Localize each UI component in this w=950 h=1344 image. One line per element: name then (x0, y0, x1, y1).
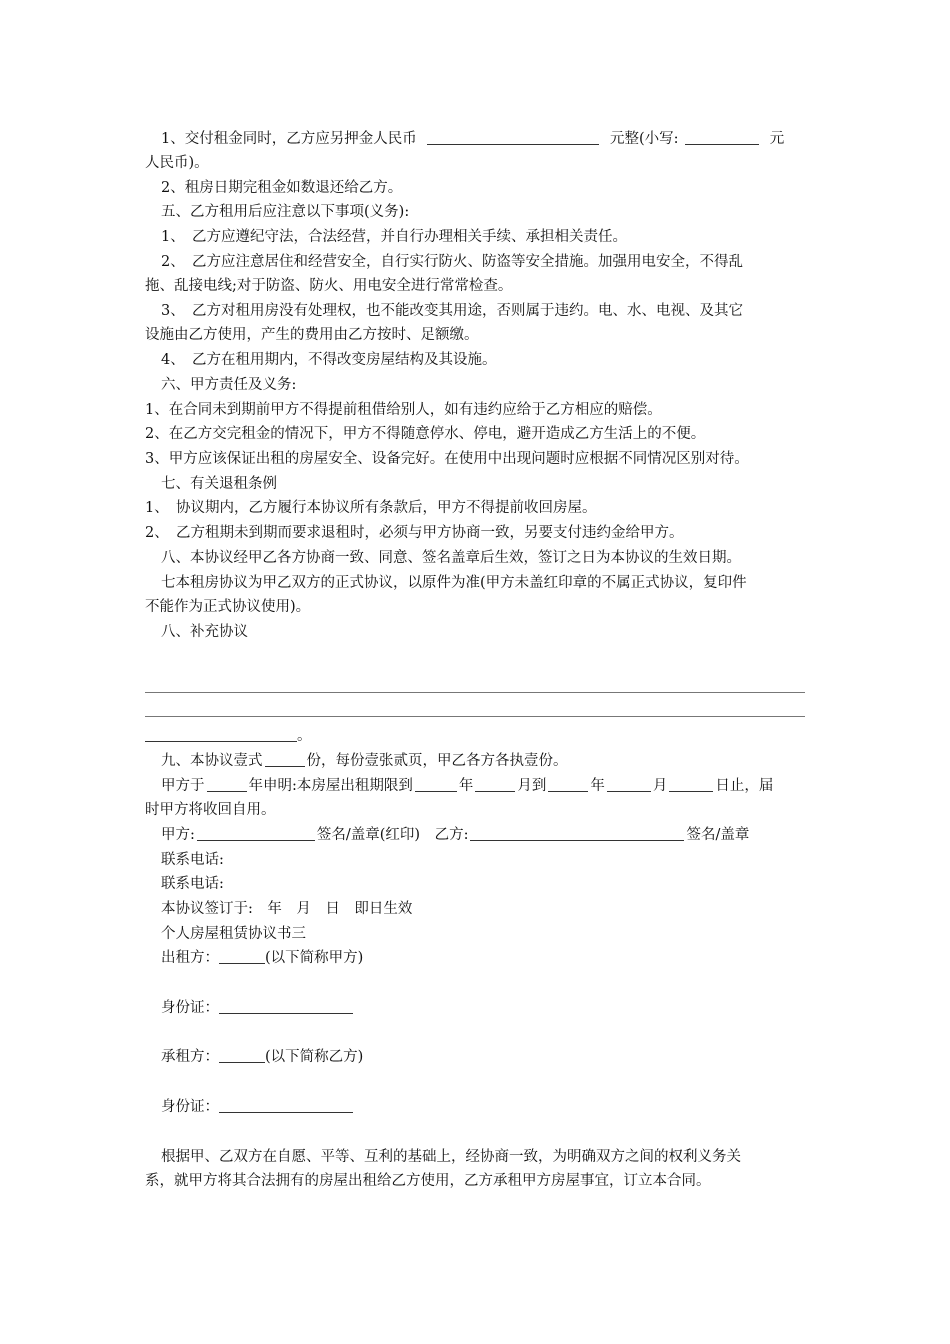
copies-text-b: 份，每份壹张贰页，甲乙各方各执壹份。 (306, 753, 568, 769)
deposit-text: 1、交付租金同时，乙方应另押金人民币 (161, 131, 417, 147)
lessor-duty-3: 3、甲方应该保证出租的房屋安全、设备完好。在使用中出现问题时应根据不同情况区别对待。 (145, 451, 749, 467)
party-b-signature-blank (470, 825, 684, 841)
obligation-2: 2、 乙方应注意居住和经营安全，自行实行防火、防盗等安全措施。加强用电安全，不得乱 (161, 254, 743, 270)
phone-label-2: 联系电话: (161, 876, 224, 892)
lessee-line (161, 1045, 826, 1070)
obligation-3: 3、 乙方对租用房没有处理权，也不能改变其用途，否则属于违约。电、水、电视、及其它 (161, 303, 743, 319)
lessor-id-line (161, 996, 826, 1021)
section-5-heading: 五、乙方租用后应注意以下事项(义务): (161, 204, 410, 220)
supplement-heading: 八、补充协议 (161, 624, 248, 640)
supplement-end-mark: 。 (297, 728, 312, 744)
lessee-id-blank (219, 1097, 353, 1113)
lessor-blank (219, 948, 265, 964)
deposit-unit: 元 (769, 131, 785, 147)
party-a-seal-label: 签名/盖章(红印) 乙方: (316, 827, 469, 843)
contract-3-title: 个人房屋租赁协议书三 (161, 926, 306, 942)
term-blank-4 (548, 776, 588, 792)
copies-blank (265, 751, 305, 767)
lessor-abbrev: (以下简称甲方) (265, 950, 364, 966)
preamble: 根据甲、乙双方在自愿、平等、互利的基础上，经协商一致，为明确双方之间的权利义务关 (161, 1149, 741, 1165)
section-6-heading: 六、甲方责任及义务: (161, 377, 297, 393)
phone-label-1: 联系电话: (161, 852, 224, 868)
supplement-short-blank (145, 726, 297, 742)
term-text-c: 年 (458, 778, 474, 794)
preamble-cont: 系，就甲方将其合法拥有的房屋出租给乙方使用，乙方承租甲方房屋事宜，订立本合同。 (145, 1173, 711, 1189)
party-a-label: 甲方: (161, 827, 195, 843)
term-blank-6 (669, 776, 713, 792)
term-text-a: 甲方于 (161, 778, 205, 794)
signing-date-line: 本协议签订于: 年 月 日 即日生效 (161, 901, 413, 917)
term-blank-1 (207, 776, 247, 792)
deposit-clause (161, 127, 826, 152)
lessee-id-line (161, 1095, 826, 1120)
lessor-duty-2: 2、在乙方交完租金的情况下，甲方不得随意停水、停电，避开造成乙方生活上的不便。 (145, 426, 706, 442)
copies-clause (161, 749, 826, 774)
term-statement (161, 774, 801, 799)
term-text-b: 年申明:本房屋出租期限到 (248, 778, 413, 794)
obligation-2-cont: 拖、乱接电线;对于防盗、防火、用电安全进行常常检查。 (145, 278, 513, 294)
term-blank-5 (607, 776, 651, 792)
term-blank-3 (475, 776, 515, 792)
obligation-1: 1、 乙方应遵纪守法，合法经营，并自行办理相关手续、承担相关责任。 (161, 229, 627, 245)
term-blank-2 (415, 776, 457, 792)
lessee-abbrev: (以下简称乙方) (265, 1049, 364, 1065)
term-text-f: 月 (652, 778, 668, 794)
termination-1: 1、 协议期内，乙方履行本协议所有条款后，甲方不得提前收回房屋。 (145, 500, 597, 516)
term-statement-cont: 时甲方将收回自用。 (145, 802, 276, 818)
deposit-small-text: 元整(小写: (609, 131, 679, 147)
supplement-blank-line-2 (145, 716, 805, 717)
copies-text-a: 九、本协议壹式 (161, 753, 263, 769)
term-text-g: 日止，届 (715, 778, 774, 794)
deposit-amount-blank (427, 129, 599, 145)
term-text-d: 月到 (517, 778, 547, 794)
formal-agreement-cont: 不能作为正式协议使用)。 (145, 599, 311, 615)
deposit-small-blank (685, 129, 759, 145)
supplement-blank-line-3 (145, 724, 810, 749)
termination-2: 2、 乙方租期未到期而要求退租时，必须与甲方协商一致，另要支付违约金给甲方。 (145, 525, 684, 541)
party-a-signature-blank (197, 825, 315, 841)
formal-agreement-clause: 七本租房协议为甲乙双方的正式协议，以原件为准(甲方未盖红印章的不属正式协议，复印件 (161, 575, 747, 591)
obligation-4: 4、 乙方在租用期内，不得改变房屋结构及其设施。 (161, 352, 497, 368)
party-b-seal-label: 签名/盖章 (686, 827, 750, 843)
refund-clause: 2、租房日期完租金如数退还给乙方。 (161, 180, 403, 196)
lessor-id-blank (219, 998, 353, 1014)
lessor-duty-1: 1、在合同未到期前甲方不得提前租借给别人，如有违约应给于乙方相应的赔偿。 (145, 402, 662, 418)
lessor-line (161, 946, 826, 971)
deposit-clause-cont: 人民币)。 (145, 155, 209, 171)
signature-line (161, 823, 826, 848)
lessor-label: 出租方： (161, 950, 219, 966)
obligation-3-cont: 设施由乙方使用，产生的费用由乙方按时、足额缴。 (145, 327, 479, 343)
term-text-e: 年 (590, 778, 605, 794)
lessee-blank (219, 1047, 265, 1063)
section-7-heading: 七、有关退租条例 (161, 476, 277, 492)
supplement-blank-line-1 (145, 692, 805, 693)
section-8-heading: 八、本协议经甲乙各方协商一致、同意、签名盖章后生效，签订之日为本协议的生效日期。 (161, 550, 741, 566)
lessee-label: 承租方： (161, 1049, 219, 1065)
lessee-id-label: 身份证： (161, 1099, 219, 1115)
lessor-id-label: 身份证： (161, 1000, 219, 1016)
